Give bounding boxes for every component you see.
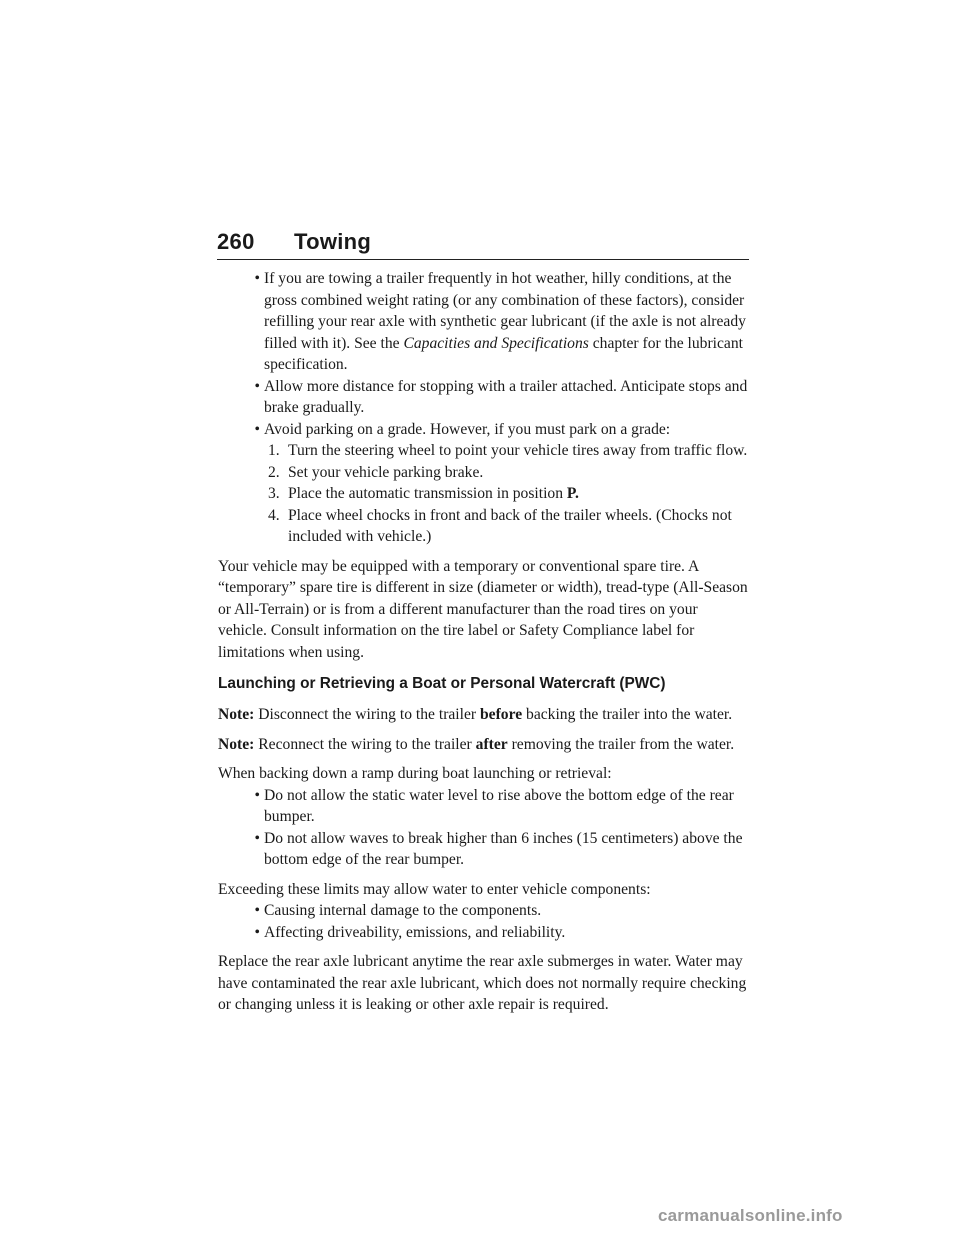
step-item [218, 462, 750, 484]
list-item [218, 419, 750, 441]
step-number: 3. [268, 485, 280, 502]
bullet-text: Avoid parking on a grade. However, if you must park on a grade: [264, 420, 671, 438]
note-before: Note: Disconnect the wiring to the trailer before backing the trailer into the water. [218, 706, 733, 723]
step-number: 1. [268, 442, 280, 459]
parking-steps-list [218, 440, 750, 548]
step-text: Set your vehicle parking brake. [288, 463, 484, 481]
bullet-marker: • [254, 377, 260, 395]
page-header [217, 228, 749, 260]
page-number: 260 [217, 229, 255, 254]
header-rule [217, 259, 749, 260]
boat-section-heading: Launching or Retrieving a Boat or Personal Watercraft (PWC) [218, 675, 666, 692]
chapter-reference: Capacities and Specifications [403, 334, 589, 352]
watermark-link[interactable]: carmanualsonline.info [658, 1206, 843, 1225]
gear-position: P. [566, 485, 579, 502]
bullet-marker: • [254, 786, 260, 804]
bullet-text: Affecting driveability, emissions, and reliability. [264, 923, 566, 941]
step-number: 4. [268, 506, 280, 524]
list-item [218, 785, 750, 828]
intro-bullet-list [218, 268, 750, 548]
note-label: Note: [218, 706, 255, 723]
bullet-text: Allow more distance for stopping with a trailer attached. Anticipate stops and brake gradually. [264, 377, 748, 416]
bullet-text: Do not allow the static water level to rise above the bottom edge of the rear bumper. [264, 786, 734, 825]
note-after: Note: Reconnect the wiring to the trailer after removing the trailer from the water. [218, 735, 735, 753]
step-text: Turn the steering wheel to point your vehicle tires away from traffic flow. [288, 442, 748, 459]
list-item [218, 922, 750, 944]
step-text: Place wheel chocks in front and back of the trailer wheels. (Chocks not included with vehicle.) [288, 506, 732, 545]
page-content [218, 268, 750, 1024]
closing-paragraph: Replace the rear axle lubricant anytime the rear axle submerges in water. Water may have contaminated the rear axle lubricant, which does not normally require checking or changing unless it is leaking or other axle repair is required. [218, 953, 747, 1013]
list-item [218, 268, 750, 376]
bullet-marker: • [254, 902, 260, 919]
step-item [218, 505, 750, 548]
bullet-text-end: chapter for the lubricant specification. [264, 334, 743, 373]
list-item [218, 376, 750, 419]
step-text: Place the automatic transmission in position [288, 485, 567, 502]
list-item [218, 900, 750, 922]
section-title: Towing [294, 229, 372, 254]
list-item [218, 828, 750, 871]
bullet-text-start: If you are towing a trailer frequently in hot weather, hilly conditions, at the gross combined weight rating (or any combination of these factors), consider refilling your rear axle with synthetic gear lubricant (if the axle is not already filled with it). See the [264, 270, 746, 352]
bullet-marker: • [254, 420, 260, 438]
emphasis-before: before [479, 706, 523, 723]
ramp-bullet-list [218, 785, 750, 871]
bullet-text: Causing internal damage to the components. [264, 902, 542, 919]
bullet-marker: • [254, 923, 260, 941]
step-number: 2. [268, 463, 280, 481]
ramp-intro: When backing down a ramp during boat launching or retrieval: [218, 765, 612, 782]
note-label: Note: [218, 735, 255, 753]
step-item [218, 440, 750, 462]
exceeding-intro: Exceeding these limits may allow water to enter vehicle components: [218, 880, 651, 898]
bullet-marker: • [254, 270, 260, 287]
bullet-marker: • [254, 829, 260, 847]
exceeding-bullet-list [218, 900, 750, 943]
step-item [218, 483, 750, 505]
bullet-text: Do not allow waves to break higher than 6 inches (15 centimeters) above the bottom edge of the rear bumper. [264, 829, 743, 868]
emphasis-after: after [475, 735, 508, 753]
spare-tire-paragraph: Your vehicle may be equipped with a temporary or conventional spare tire. A “temporary” spare tire is different in size (diameter or width), tread-type (All-Season or All-Terrain) or is from a different manufacturer than the road tires on your vehicle. Consult information on the tire label or Safety Compliance label for limitations when using. [218, 557, 748, 661]
